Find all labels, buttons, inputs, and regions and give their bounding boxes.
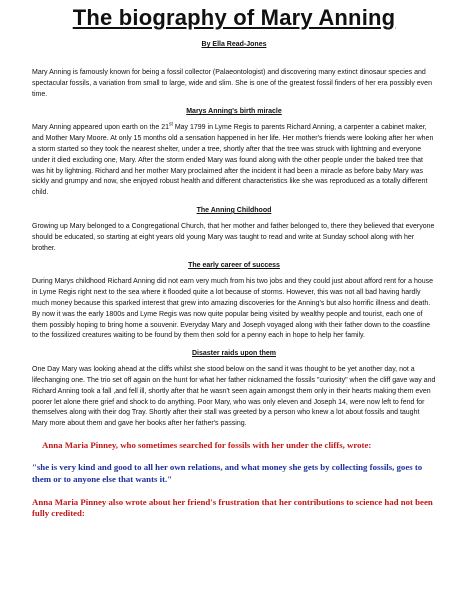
quote-intro: Anna Maria Pinney, who sometimes searched for fossils with her under the cliffs, wrote: [42,439,372,450]
closing-paragraph: Anna Maria Pinney also wrote about her friend's frustration that her contributions to science had not been fully credited: [32,496,433,518]
section-heading-birth: Marys Anning's birth miracle [186,108,282,116]
section-paragraph-childhood: Growing up Mary belonged to a Congregational Church, that her mother and father belonged to, there they believed that everyone should be educated, so starting at eight years old young Mary was taught to read and write at Sunday school along with her brother. [32,222,435,252]
section-heading-career: The early career of success [188,262,280,270]
section-paragraph-birth [32,123,436,199]
birth-date-suffix: st [169,122,173,129]
page-title: The biography of Mary Anning [72,5,396,30]
section-paragraph-career: During Marys childhood Richard Anning did not earn very much from his two jobs and they could just about afford rent for a house in Lyme Regis right next to the sea where it flooded quite a lot because of storms. However, this was not all bad having hardly much money because this sparked interest that grew into amazing discoveries for the Anning's but also horrific illness and death. By now it was the early 1800s and Lyme Regis was now quite popular being visited by wealthy people and tourist, each one of them possibly hoping to bring home a souvenir. Everyday Mary and Joseph voyaged along with their father down to the coastline to the fossilized creatures waiting to be found by them then sold for a penny each in hope to help her family. [32,278,434,340]
byline: By Ella Read-Jones [201,41,267,48]
section-heading-childhood: The Anning Childhood [196,206,272,214]
intro-paragraph: Mary Anning is famously known for being a fossil collector (Palaeontologist) and discovering many extinct dinosaur species and spectacular fossils, a variation from small to large, wide and slim. She is one of the greatest fossil finders of her era possibly even time. [32,69,432,98]
birth-text-end: May 1799 in Lyme Regis to parents Richard Anning, a carpenter a cabinet maker, and Mother Mary Moore. At only 15 months old a sensation happened in her life. Her mother's friends were looking after her when a storm started so they took the nearest shelter, under a tree, shortly after that the tree was struck with lightning and everyone under it died excluding one, Mary. After the storm ended Mary was found along with the other people under the baked tree that was hit by lightning. Richard and her mother Mary proclaimed after the incident it had been a miracle as before baby Mary was sickly and grumpy and now, she enjoyed robust health and different characteristics like she was reproduced as a totally different child. [32,124,434,197]
birth-text-start: Mary Anning appeared upon earth on the 21 [32,124,169,132]
section-paragraph-disaster: One Day Mary was looking ahead at the cliffs whilst she stood below on the sand it was thought to be yet another day, not a lifechanging one. The trio set off again on the hunt for what her father nicknamed the fossils "curiosity" when the cliff gave way and Richard Anning took a fall ,and fell ill, shortly after that he wasn't seen again amongst them only in their hearts making them even poorer let alone there grief and shock to do anything. Poor Mary, who was only eleven and Joseph 14, were now left to fend for themselves along with their dog Tray. Shortly after their stall was greeted by a person who knew a lot about fossils and taught Mary more about them and gave her books after her father's passing. [32,366,436,428]
section-heading-disaster: Disaster raids upon them [191,350,277,358]
pinney-quote: "she is very kind and good to all her own relations, and what money she gets by collecting fossils, goes to them or to anyone else that wants it." [32,461,423,484]
